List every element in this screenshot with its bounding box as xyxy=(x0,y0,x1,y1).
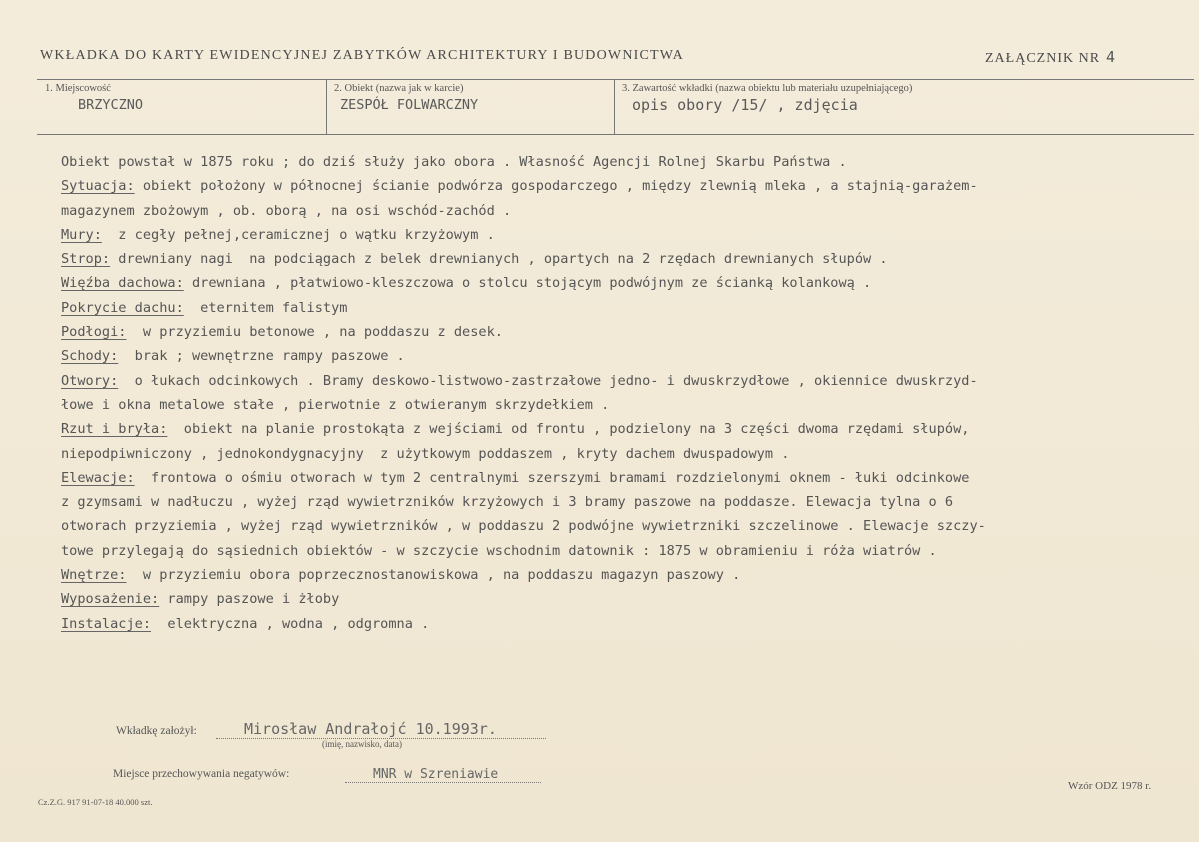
description-line xyxy=(61,490,1191,514)
annex-label: ZAŁĄCZNIK NR xyxy=(985,51,1101,66)
locality-label: 1. Miejscowość xyxy=(45,83,111,94)
content-value: opis obory /15/ , zdjęcia xyxy=(632,96,858,114)
section-text: w przyziemiu betonowe , na poddaszu z desek. xyxy=(126,324,503,341)
negatives-label: Miejsce przechowywania negatywów: xyxy=(113,768,290,780)
description-body xyxy=(61,150,1191,636)
content-label: 3. Zawartość wkładki (nazwa obiektu lub materiału uzupełniającego) xyxy=(622,83,913,94)
section-text: drewniana , płatwiowo-kleszczowa o stolcu stojącym podwójnym ze ścianką kolankową . xyxy=(183,275,872,292)
description-line xyxy=(61,393,1191,417)
annex-number xyxy=(985,48,1116,67)
template-code: Wzór ODZ 1978 r. xyxy=(1068,780,1152,792)
section-text: z cegły pełnej,ceramicznej o wątku krzyżowym . xyxy=(101,226,495,243)
description-line xyxy=(61,223,1191,247)
created-by-value: Mirosław Andrałojć 10.1993r. xyxy=(244,720,497,738)
section-text: rampy paszowe i żłoby xyxy=(159,591,340,608)
section-text: magazynem zbożowym , ob. oborą , na osi wschód-zachód . xyxy=(61,202,512,219)
field-box-bottom-rule xyxy=(37,134,1194,135)
description-line xyxy=(61,320,1191,344)
section-text: z gzymsami w nadłuczu , wyżej rząd wywietrzników krzyżowych i 3 bramy paszowe na poddasze. Elewacja tylna o 6 xyxy=(61,494,954,511)
description-line xyxy=(61,296,1191,320)
annex-value: 4 xyxy=(1106,48,1117,66)
description-line xyxy=(61,563,1191,587)
section-heading: Strop: xyxy=(61,251,111,268)
print-code: Cz.Z.G. 917 91-07-18 40.000 szt. xyxy=(38,797,153,807)
section-heading: Więźba dachowa: xyxy=(61,275,184,292)
object-label: 2. Obiekt (nazwa jak w karcie) xyxy=(334,83,464,94)
description-line xyxy=(61,466,1191,490)
section-text: brak ; wewnętrzne rampy paszowe . xyxy=(118,348,405,365)
object-value: ZESPÓŁ FOLWARCZNY xyxy=(340,97,479,113)
description-line xyxy=(61,271,1191,295)
description-line xyxy=(61,174,1191,198)
section-heading: Sytuacja: xyxy=(61,178,135,195)
section-heading: Rzut i bryła: xyxy=(61,421,168,438)
section-heading: Wyposażenie: xyxy=(61,591,160,608)
section-heading: Instalacje: xyxy=(61,615,152,632)
section-text: łowe i okna metalowe stałe , pierwotnie z otwieranym skrzydełkiem . xyxy=(61,396,610,413)
section-text: obiekt na planie prostokąta z wejściami od frontu , podzielony na 3 części dwoma rzędami słupów, xyxy=(167,421,970,438)
field-box-top-rule xyxy=(37,79,1194,80)
section-text: drewniany nagi na podciągach z belek drewnianych , opartych na 2 rzędach drewnianych słupów . xyxy=(110,251,888,268)
section-text: frontowa o ośmiu otworach w tym 2 centralnymi szerszymi bramami rozdzielonymi oknem - łuki odcinkowe xyxy=(134,469,970,486)
section-text: Obiekt powstał w 1875 roku ; do dziś służy jako obora . Własność Agencji Rolnej Skarbu Państwa . xyxy=(61,154,847,170)
section-text: elektryczna , wodna , odgromna . xyxy=(151,615,430,632)
description-line xyxy=(61,442,1191,466)
section-text: niepodpiwniczony , jednokondygnacyjny z użytkowym poddaszem , kryty dachem dwuspadowym . xyxy=(61,445,790,462)
section-heading: Schody: xyxy=(61,348,119,365)
description-line xyxy=(61,247,1191,271)
section-heading: Otwory: xyxy=(61,372,119,389)
section-heading: Mury: xyxy=(61,226,102,243)
section-text: o łukach odcinkowych . Bramy deskowo-listwowo-zastrzałowe jedno- i dwuskrzydłowe , okiennice dwuskrzyd- xyxy=(118,372,978,389)
description-line xyxy=(61,587,1191,611)
section-text: w przyziemiu obora poprzecznostanowiskowa , na poddaszu magazyn paszowy . xyxy=(126,567,741,584)
section-heading: Podłogi: xyxy=(61,324,127,341)
locality-value: BRZYCZNO xyxy=(78,97,144,113)
description-line xyxy=(61,150,1191,174)
field-divider-1 xyxy=(326,79,327,134)
section-heading: Wnętrze: xyxy=(61,567,127,584)
description-line xyxy=(61,344,1191,368)
created-by-label: Wkładkę założył: xyxy=(116,725,197,737)
section-text: eternitem falistym xyxy=(183,299,348,316)
section-heading: Elewacje: xyxy=(61,469,135,486)
section-text: obiekt położony w północnej ścianie podwórza gospodarczego , między zlewnią mleka , a stajnią-garażem- xyxy=(134,178,978,195)
description-line xyxy=(61,539,1191,563)
negatives-dotted-line xyxy=(345,782,541,783)
form-title: WKŁADKA DO KARTY EWIDENCYJNEJ ZABYTKÓW ARCHITEKTURY I BUDOWNICTWA xyxy=(40,48,684,63)
section-heading: Pokrycie dachu: xyxy=(61,299,184,316)
section-text: towe przylegają do sąsiednich obiektów - w szczycie wschodnim datownik : 1875 w obramieniu i róża wiatrów . xyxy=(61,542,937,559)
description-line xyxy=(61,369,1191,393)
description-line xyxy=(61,612,1191,636)
section-text: otworach przyziemia , wyżej rząd wywietrzników , w poddaszu 2 podwójne wywietrzniki szczelinowe . Elewacje szczy- xyxy=(61,518,986,535)
description-line xyxy=(61,514,1191,538)
field-divider-2 xyxy=(614,79,615,134)
negatives-value: MNR w Szreniawie xyxy=(373,767,499,782)
description-line xyxy=(61,199,1191,223)
description-line xyxy=(61,417,1191,441)
created-by-caption: (imię, nazwisko, data) xyxy=(322,739,402,749)
